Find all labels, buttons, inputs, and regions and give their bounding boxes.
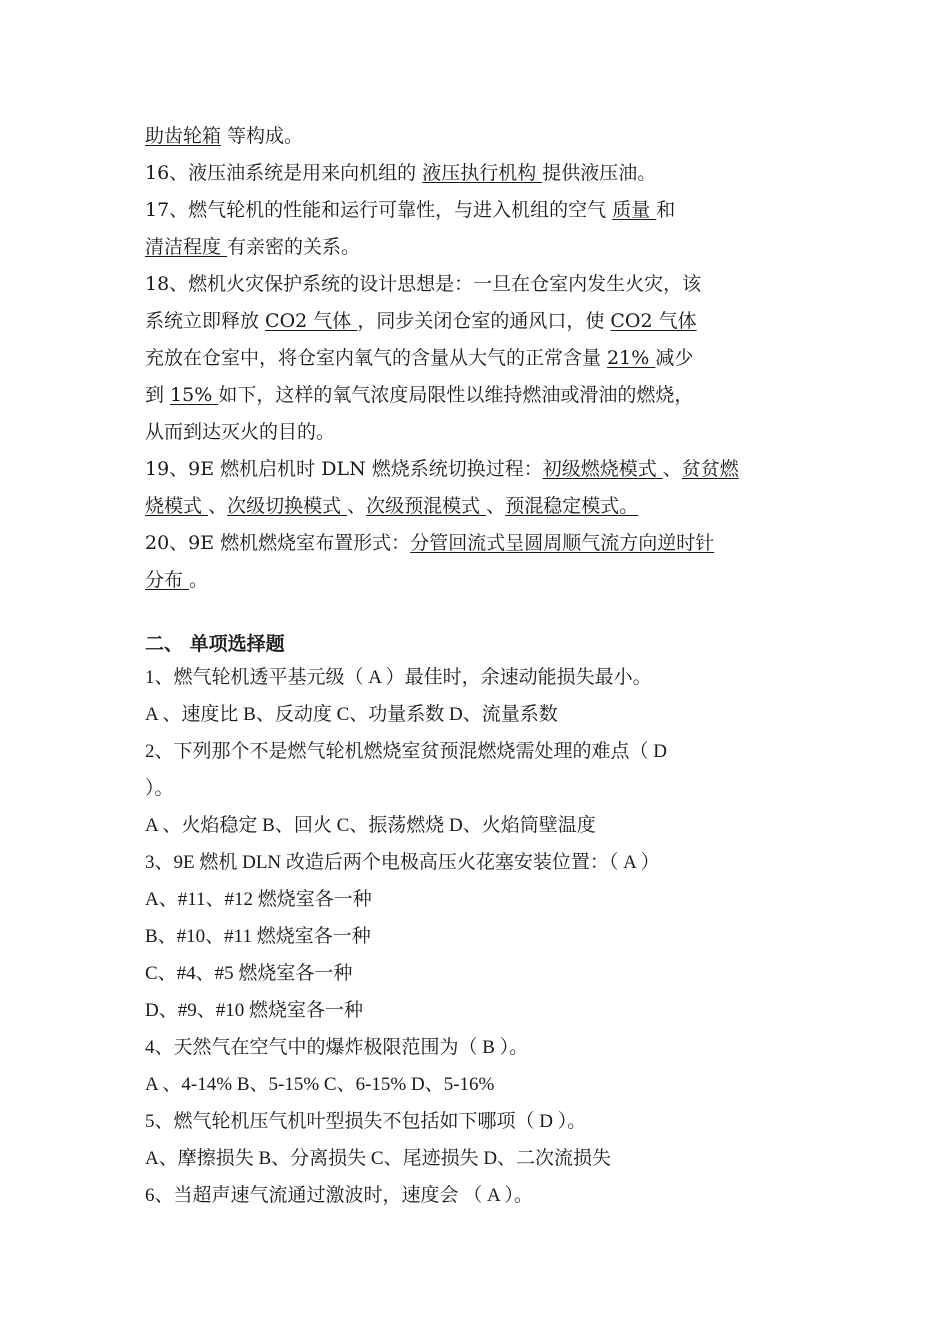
text: 减少 xyxy=(655,347,694,369)
text: 18、燃机火灾保护系统的设计思想是：一旦在仓室内发生火灾，该 xyxy=(145,273,702,295)
text: 系统立即释放 xyxy=(145,310,266,332)
fill-question-18-cont xyxy=(145,377,807,414)
fill-question-19-cont xyxy=(145,488,807,525)
text: 有亲密的关系。 xyxy=(227,236,361,258)
text: 和 xyxy=(656,199,676,221)
fill-question-18 xyxy=(145,266,807,303)
answer-blank: 清洁程度 xyxy=(145,236,228,258)
answer-blank: 分管回流式呈圆周顺气流方向逆时针 xyxy=(410,532,715,554)
text: 提供液压油。 xyxy=(542,162,657,184)
answer-blank: 烧模式 xyxy=(145,495,209,517)
question-3-option-c: C、#4、#5 燃烧室各一种 xyxy=(145,963,353,984)
text: 、 xyxy=(208,495,228,517)
question-6: 6、当超声速气流通过激波时，速度会 （ A ）。 xyxy=(145,1185,533,1206)
text: 19、9E 燃机启机时 DLN 燃烧系统切换过程： xyxy=(145,458,543,480)
text: 、 xyxy=(486,495,506,517)
answer-blank: 次级预混模式 xyxy=(366,495,487,517)
answer-blank: 15% xyxy=(170,384,219,406)
text: 。 xyxy=(189,569,209,591)
question-2-options: A 、火焰稳定 B、回火 C、振荡燃烧 D、火焰筒壁温度 xyxy=(145,815,596,836)
text: 等构成。 xyxy=(221,125,304,147)
text: ，同步关闭仓室的通风口，使 xyxy=(357,310,611,332)
fill-question-17-cont xyxy=(145,229,807,266)
text: 16、液压油系统是用来向机组的 xyxy=(145,162,423,184)
answer-blank: CO2 气体 xyxy=(610,310,697,332)
fill-question-20-cont xyxy=(145,562,807,599)
answer-blank: 液压执行机构 xyxy=(422,162,543,184)
question-1-options: A 、速度比 B、反动度 C、功量系数 D、流量系数 xyxy=(145,704,558,725)
fill-question-19 xyxy=(145,451,807,488)
answer-blank: 次级切换模式 xyxy=(227,495,348,517)
text: 、 xyxy=(662,458,682,480)
answer-blank: 预混稳定模式。 xyxy=(505,495,639,517)
question-3-option-a: A、#11、#12 燃烧室各一种 xyxy=(145,889,372,910)
text: 如下，这样的氧气浓度局限性以维持燃油或滑油的燃烧， xyxy=(218,384,694,406)
answer-blank: 分布 xyxy=(145,569,190,591)
text: 、 xyxy=(347,495,367,517)
answer-blank: 初级燃烧模式 xyxy=(542,458,663,480)
answer-blank: 助齿轮箱 xyxy=(145,125,222,147)
fill-question-17 xyxy=(145,192,807,229)
answer-blank: 贫贫燃 xyxy=(681,458,739,480)
fill-question-18-cont xyxy=(145,340,807,377)
text: 从而到达灭火的目的。 xyxy=(145,421,336,443)
document-page xyxy=(145,118,807,1214)
fill-question-20 xyxy=(145,525,807,562)
question-3-option-b: B、#10、#11 燃烧室各一种 xyxy=(145,926,371,947)
text: 到 xyxy=(145,384,171,406)
question-5-options: A、摩擦损失 B、分离损失 C、尾迹损失 D、二次流损失 xyxy=(145,1148,612,1169)
question-2: 2、下列那个不是燃气轮机燃烧室贫预混燃烧需处理的难点（ D xyxy=(145,741,667,762)
fill-question-18-cont xyxy=(145,414,807,451)
question-2-cont: ）。 xyxy=(145,778,174,799)
section-heading: 二、 单项选择题 xyxy=(145,633,285,655)
question-3-option-d: D、#9、#10 燃烧室各一种 xyxy=(145,1000,363,1021)
answer-blank: 质量 xyxy=(612,199,657,221)
answer-blank: CO2 气体 xyxy=(265,310,358,332)
fill-line-15-end xyxy=(145,118,807,155)
question-1: 1、燃气轮机透平基元级（ A ）最佳时，余速动能损失最小。 xyxy=(145,667,652,688)
question-5: 5、燃气轮机压气机叶型损失不包括如下哪项（ D ）。 xyxy=(145,1111,587,1132)
fill-question-16 xyxy=(145,155,807,192)
answer-blank: 21% xyxy=(607,347,656,369)
text: 17、燃气轮机的性能和运行可靠性，与进入机组的空气 xyxy=(145,199,613,221)
text: 充放在仓室中，将仓室内氧气的含量从大气的正常含量 xyxy=(145,347,608,369)
question-4: 4、天然气在空气中的爆炸极限范围为（ B ）。 xyxy=(145,1037,529,1058)
fill-question-18-cont xyxy=(145,303,807,340)
question-3: 3、9E 燃机 DLN 改造后两个电极高压火花塞安装位置：（ A ） xyxy=(145,852,660,873)
question-4-options: A 、4-14% B、5-15% C、6-15% D、5-16% xyxy=(145,1074,495,1095)
text: 20、9E 燃机燃烧室布置形式： xyxy=(145,532,411,554)
